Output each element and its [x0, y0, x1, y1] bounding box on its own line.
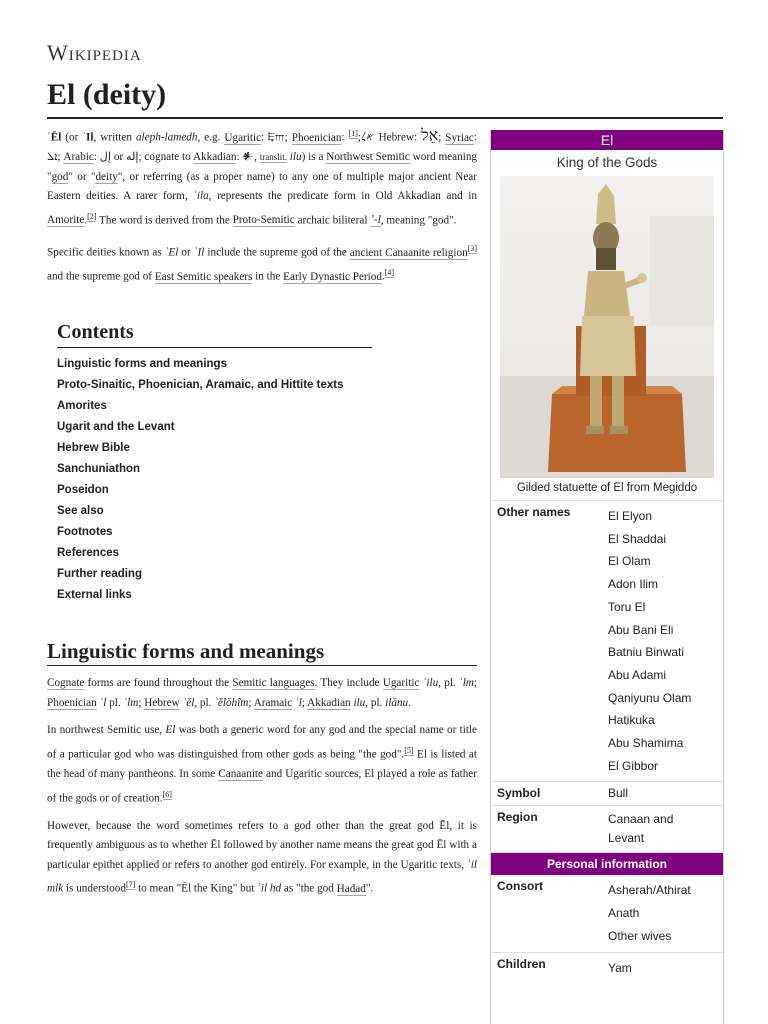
other-names-label: Other names	[497, 505, 571, 519]
text: Specific deities known as	[47, 246, 165, 259]
region-label: Region	[497, 810, 538, 825]
statuette-image[interactable]	[500, 176, 714, 478]
text: ;	[301, 696, 308, 709]
infobox	[490, 130, 724, 1024]
row-children	[491, 953, 723, 984]
text-italic: ʾl	[96, 696, 107, 709]
text-italic: ilu	[286, 151, 302, 164]
other-name: El Olam	[608, 554, 651, 569]
link-biliteral[interactable]: ʼ-l	[370, 214, 381, 227]
citation-4[interactable]: [4]	[384, 268, 395, 278]
text: archaic biliteral	[294, 214, 371, 227]
text: , pl.	[194, 696, 215, 709]
toc-item[interactable]: Linguistic forms and meanings	[57, 357, 227, 370]
text-italic: ilānu	[385, 696, 409, 709]
text: . They include	[314, 677, 383, 690]
link-ugaritic[interactable]: Ugaritic	[224, 131, 262, 144]
infobox-header: El	[491, 130, 723, 150]
toc-item[interactable]: See also	[57, 504, 104, 517]
intro-paragraph-1	[47, 124, 477, 231]
link-phoenician[interactable]: Phoenician	[291, 131, 342, 144]
other-name: El Shaddai	[608, 531, 667, 546]
table-of-contents	[57, 323, 372, 606]
link-syriac[interactable]: Syriac	[445, 131, 474, 144]
text: .	[84, 214, 88, 227]
symbol-label: Symbol	[497, 786, 541, 801]
other-name: Adon Ilim	[608, 577, 659, 592]
text-italic: ʾEl	[164, 246, 179, 259]
children-value: Yam	[608, 960, 632, 975]
text-italic: aleph-lamedh	[135, 131, 198, 144]
text: ;	[438, 131, 446, 144]
term-il: ʾIl	[82, 131, 94, 144]
text: ;	[473, 677, 477, 690]
text-italic: ʾil hd	[257, 883, 282, 896]
other-names-list	[608, 505, 717, 777]
text: .	[381, 270, 385, 283]
region-value: Canaan and Levant	[608, 812, 674, 846]
other-name: Abu Bani Eli	[608, 622, 674, 637]
text: : 𐎛𐎍;	[261, 131, 292, 144]
text: word meaning "	[47, 151, 478, 183]
other-name: Toru El	[608, 599, 646, 614]
text-italic: ʾIl	[193, 246, 205, 259]
text: pl.	[106, 696, 124, 709]
infobox-subtitle: King of the Gods	[556, 155, 658, 170]
row-region	[491, 806, 723, 853]
link-canaanite[interactable]: Canaanite	[218, 768, 264, 781]
other-name: Abu Shamima	[608, 736, 684, 751]
text: and the supreme god of	[47, 270, 155, 283]
toc-title: Contents	[57, 323, 372, 348]
citation-1[interactable]: [1]	[348, 129, 358, 138]
hebrew-script: אֵל	[421, 127, 439, 145]
citation-5[interactable]: [5]	[404, 745, 414, 755]
text: forms are found throughout the	[84, 677, 233, 690]
text: as "the god	[281, 883, 337, 896]
consort: Other wives	[608, 928, 672, 943]
text-italic: ʾl	[292, 696, 302, 709]
link-translit[interactable]: translit.	[259, 152, 287, 163]
text-italic: ʾilu	[419, 677, 439, 690]
text-italic: ʾēl	[179, 696, 195, 709]
title-rule	[47, 117, 723, 119]
citation-3[interactable]: [3]	[467, 243, 478, 253]
consort-list	[608, 879, 717, 947]
citation-2[interactable]: [2]	[87, 211, 97, 221]
link-northwest-semitic[interactable]: Northwest Semitic	[326, 151, 410, 164]
text: The word is derived from the	[96, 214, 233, 227]
article-body	[47, 124, 477, 908]
text: and Ugaritic sources, El played a role as father of the gods or of creation.	[47, 768, 477, 805]
link-proto-semitic[interactable]: Proto-Semitic	[232, 214, 295, 227]
text: , pl.	[438, 677, 459, 690]
toc-item[interactable]: Sanchuniathon	[57, 462, 141, 475]
link-phoenician[interactable]: Phoenician	[47, 696, 97, 709]
toc-item[interactable]: External links	[57, 588, 132, 601]
toc-item[interactable]: Further reading	[57, 567, 142, 580]
text: was both a generic word for any god and the special name or title of a particular god who was distinguished from other gods as being "the god".	[47, 724, 477, 761]
citation-6[interactable]: [6]	[162, 789, 172, 799]
text: , written	[93, 131, 136, 144]
link-arabic[interactable]: Arabic	[63, 151, 94, 164]
link-aramaic[interactable]: Aramaic	[253, 696, 293, 709]
link-akkadian[interactable]: Akkadian	[307, 696, 351, 709]
text-italic: ʾlm	[123, 696, 139, 709]
text: (or	[61, 131, 83, 144]
text-italic: ʾil mlk	[47, 858, 477, 896]
text: ;	[138, 696, 145, 709]
text-italic: ʾila	[193, 190, 209, 203]
term-el: ʾĒl	[47, 131, 62, 144]
text: Hebrew:	[374, 131, 422, 144]
text-italic: ilu	[350, 696, 366, 709]
text: El is listed at the head of many pantheons. In some	[47, 748, 478, 781]
text: ;	[248, 696, 254, 709]
symbol-value: Bull	[608, 786, 629, 801]
consort-label: Consort	[497, 879, 543, 894]
image-caption: Gilded statuette of El from Megiddo	[491, 478, 723, 501]
statuette-illustration	[500, 176, 714, 478]
consort: Asherah/Athirat	[608, 883, 691, 898]
wikipedia-wordmark: Wikipedia	[47, 40, 142, 65]
row-symbol	[491, 782, 723, 806]
children-label: Children	[497, 956, 546, 971]
citation-7[interactable]: [7]	[125, 880, 136, 890]
toc-item[interactable]: References	[57, 546, 120, 559]
text: , represents the predicate form in Old Akkadian and in	[208, 190, 477, 203]
text: include the supreme god of the	[204, 246, 350, 259]
toc-item[interactable]: Proto-Sinaitic, Phoenician, Aramaic, and Hittite texts	[57, 378, 344, 391]
link-canaanite-religion[interactable]: ancient Canaanite religion	[349, 246, 468, 259]
text-italic: ʾĕlōhîm	[214, 696, 249, 709]
other-name: Abu Adami	[608, 667, 667, 682]
section-heading: Linguistic forms and meanings	[47, 642, 477, 667]
link-akkadian[interactable]: Akkadian	[192, 151, 237, 164]
text: in the	[252, 270, 284, 283]
row-consort	[491, 875, 723, 952]
toc-item[interactable]: Hebrew Bible	[57, 441, 130, 454]
text: : 𒀭,	[236, 151, 260, 164]
section-paragraph-1	[47, 674, 477, 713]
text: or	[178, 246, 194, 259]
toc-item[interactable]: Footnotes	[57, 525, 113, 538]
other-name: Qaniyunu Olam	[608, 690, 692, 705]
text: to mean "Ēl the King" but	[135, 883, 258, 896]
toc-item[interactable]: Amorites	[57, 399, 107, 412]
link-east-semitic[interactable]: East Semitic speakers	[154, 270, 253, 283]
link-amorite[interactable]: Amorite	[47, 214, 85, 227]
link-semitic-languages[interactable]: Semitic languages	[232, 677, 315, 690]
link-early-dynastic[interactable]: Early Dynastic Period	[283, 270, 382, 283]
text: ) is a	[301, 151, 327, 164]
text: ", or referring (as a proper name) to any one of multiple major ancient Near Eastern deities. A rarer form,	[47, 170, 477, 203]
other-name: El Elyon	[608, 509, 653, 523]
link-god[interactable]: god	[51, 170, 69, 183]
toc-item[interactable]: Poseidon	[57, 483, 109, 496]
text-italic: El	[165, 724, 176, 737]
link-cognate[interactable]: Cognate	[47, 677, 85, 690]
link-hadad[interactable]: Hadad	[336, 883, 366, 896]
row-other-names	[491, 501, 723, 782]
text-italic: ʾlm	[458, 677, 474, 690]
other-name: Batniu Binwati	[608, 645, 685, 660]
section-paragraph-3	[47, 817, 477, 900]
text: , meaning "god".	[380, 214, 457, 227]
text: , e.g.	[197, 131, 225, 144]
text: , pl.	[365, 696, 386, 709]
toc-item[interactable]: Ugarit and the Levant	[57, 420, 175, 433]
page-title: El (deity)	[47, 78, 167, 111]
text: .	[408, 696, 411, 709]
section-paragraph-2	[47, 721, 477, 808]
text: " or "	[68, 170, 96, 183]
other-name: El Gibbor	[608, 758, 659, 773]
link-ugaritic[interactable]: Ugaritic	[382, 677, 420, 690]
intro-paragraph-2	[47, 239, 477, 287]
personal-info-band: Personal information	[491, 853, 723, 875]
link-hebrew[interactable]: Hebrew	[144, 696, 180, 709]
link-deity[interactable]: deity	[95, 170, 118, 183]
text: ".	[365, 883, 374, 896]
other-name: Hatikuka	[608, 713, 655, 728]
text: In northwest Semitic use,	[47, 724, 166, 737]
text: is understood	[63, 883, 126, 896]
text: : إل or إله; cognate to	[93, 151, 193, 164]
text: : 𐤀𐤋;	[341, 131, 375, 144]
consort: Anath	[608, 906, 640, 921]
text: However, because the word sometimes refers to a god other than the great god Ēl, it is frequently ambiguous as to whether Ēl followed by another name means the great god Ēl with a particular epithet applied or refers to another god entirely. For example, in the Ugaritic texts,	[47, 819, 477, 871]
text: : ܐܠ;	[47, 131, 477, 164]
